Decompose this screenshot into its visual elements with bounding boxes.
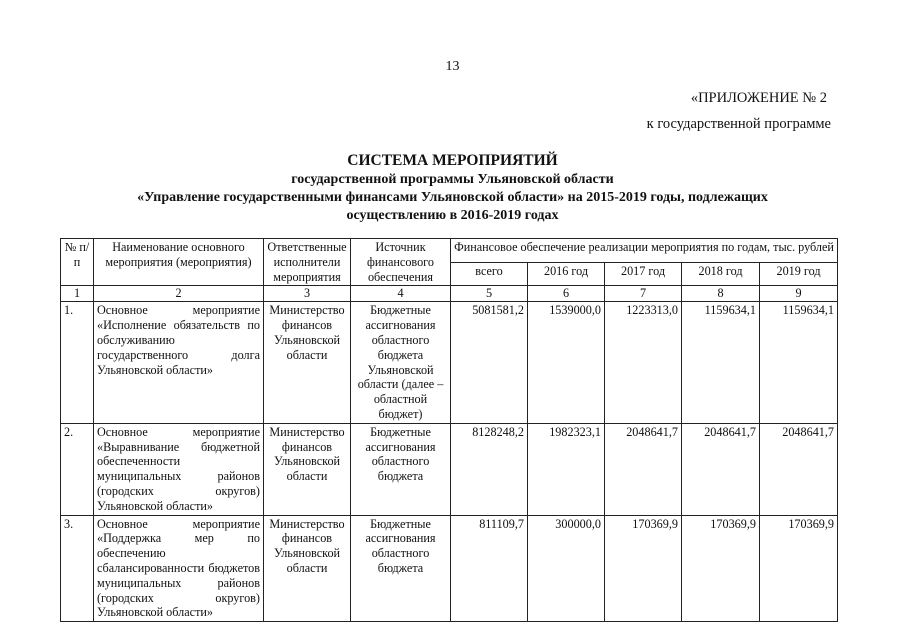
appendix-subtitle: к государственной программе xyxy=(646,116,831,132)
amount-total: 5081581,2 xyxy=(451,302,528,423)
measure-source: Бюджетные ассигнования областного бюджета xyxy=(351,515,451,622)
measures-table xyxy=(60,238,838,622)
amount-2018: 170369,9 xyxy=(682,515,760,622)
page-number: 13 xyxy=(445,59,460,74)
column-index: 7 xyxy=(605,286,682,302)
row-number: 1. xyxy=(61,302,94,423)
header-name: Наименование основного мероприятия (мероприятия) xyxy=(94,239,264,286)
heading-line-2: государственной программы Ульяновской области xyxy=(291,172,614,187)
column-index: 3 xyxy=(264,286,351,302)
header-2018: 2018 год xyxy=(682,262,760,286)
amount-2019: 2048641,7 xyxy=(760,423,838,515)
heading-line-3: «Управление государственными финансами Ульяновской области» на 2015-2019 годы, подлежащих xyxy=(137,190,768,205)
amount-2017: 1223313,0 xyxy=(605,302,682,423)
amount-2019: 170369,9 xyxy=(760,515,838,622)
header-source: Источник финансового обеспечения xyxy=(351,239,451,286)
measure-executors: Министерство финансов Ульяновской области xyxy=(264,302,351,423)
amount-total: 8128248,2 xyxy=(451,423,528,515)
column-index: 4 xyxy=(351,286,451,302)
appendix-title: «ПРИЛОЖЕНИЕ № 2 xyxy=(690,90,827,106)
heading-line-4: осуществлению в 2016-2019 годах xyxy=(346,208,559,223)
row-number: 3. xyxy=(61,515,94,622)
column-index: 2 xyxy=(94,286,264,302)
measure-name: Основное мероприятие «Выравнивание бюджетной обеспеченности муниципальных районов (городских округов) Ульяновской области» xyxy=(94,423,264,515)
header-2019: 2019 год xyxy=(760,262,838,286)
amount-2018: 2048641,7 xyxy=(682,423,760,515)
header-financing: Финансовое обеспечение реализации мероприятия по годам, тыс. рублей xyxy=(451,239,838,263)
measure-name: Основное мероприятие «Поддержка мер по обеспечению сбалансированности бюджетов муниципальных районов (городских округов) Ульяновской области» xyxy=(94,515,264,622)
measure-name: Основное мероприятие «Исполнение обязательств по обслуживанию государственного долга Ульяновской области» xyxy=(94,302,264,423)
column-index-row xyxy=(61,286,838,302)
header-2017: 2017 год xyxy=(605,262,682,286)
column-index: 6 xyxy=(528,286,605,302)
column-index: 9 xyxy=(760,286,838,302)
column-index: 1 xyxy=(61,286,94,302)
amount-2019: 1159634,1 xyxy=(760,302,838,423)
table-row xyxy=(61,423,838,515)
measure-executors: Министерство финансов Ульяновской области xyxy=(264,423,351,515)
row-number: 2. xyxy=(61,423,94,515)
heading-line-1: СИСТЕМА МЕРОПРИЯТИЙ xyxy=(347,152,558,169)
amount-2016: 1982323,1 xyxy=(528,423,605,515)
column-index: 5 xyxy=(451,286,528,302)
header-2016: 2016 год xyxy=(528,262,605,286)
measure-source: Бюджетные ассигнования областного бюджета xyxy=(351,423,451,515)
table-row xyxy=(61,515,838,622)
header-row xyxy=(61,239,838,263)
header-total: всего xyxy=(451,262,528,286)
measure-executors: Министерство финансов Ульяновской области xyxy=(264,515,351,622)
amount-2017: 170369,9 xyxy=(605,515,682,622)
amount-2018: 1159634,1 xyxy=(682,302,760,423)
document-heading xyxy=(60,152,845,225)
amount-total: 811109,7 xyxy=(451,515,528,622)
table-row xyxy=(61,302,838,423)
header-executors: Ответственные исполнители мероприятия xyxy=(264,239,351,286)
amount-2017: 2048641,7 xyxy=(605,423,682,515)
column-index: 8 xyxy=(682,286,760,302)
measure-source: Бюджетные ассигнования областного бюджета Ульяновской области (далее – областной бюджет) xyxy=(351,302,451,423)
header-num: № п/п xyxy=(61,239,94,286)
amount-2016: 300000,0 xyxy=(528,515,605,622)
amount-2016: 1539000,0 xyxy=(528,302,605,423)
